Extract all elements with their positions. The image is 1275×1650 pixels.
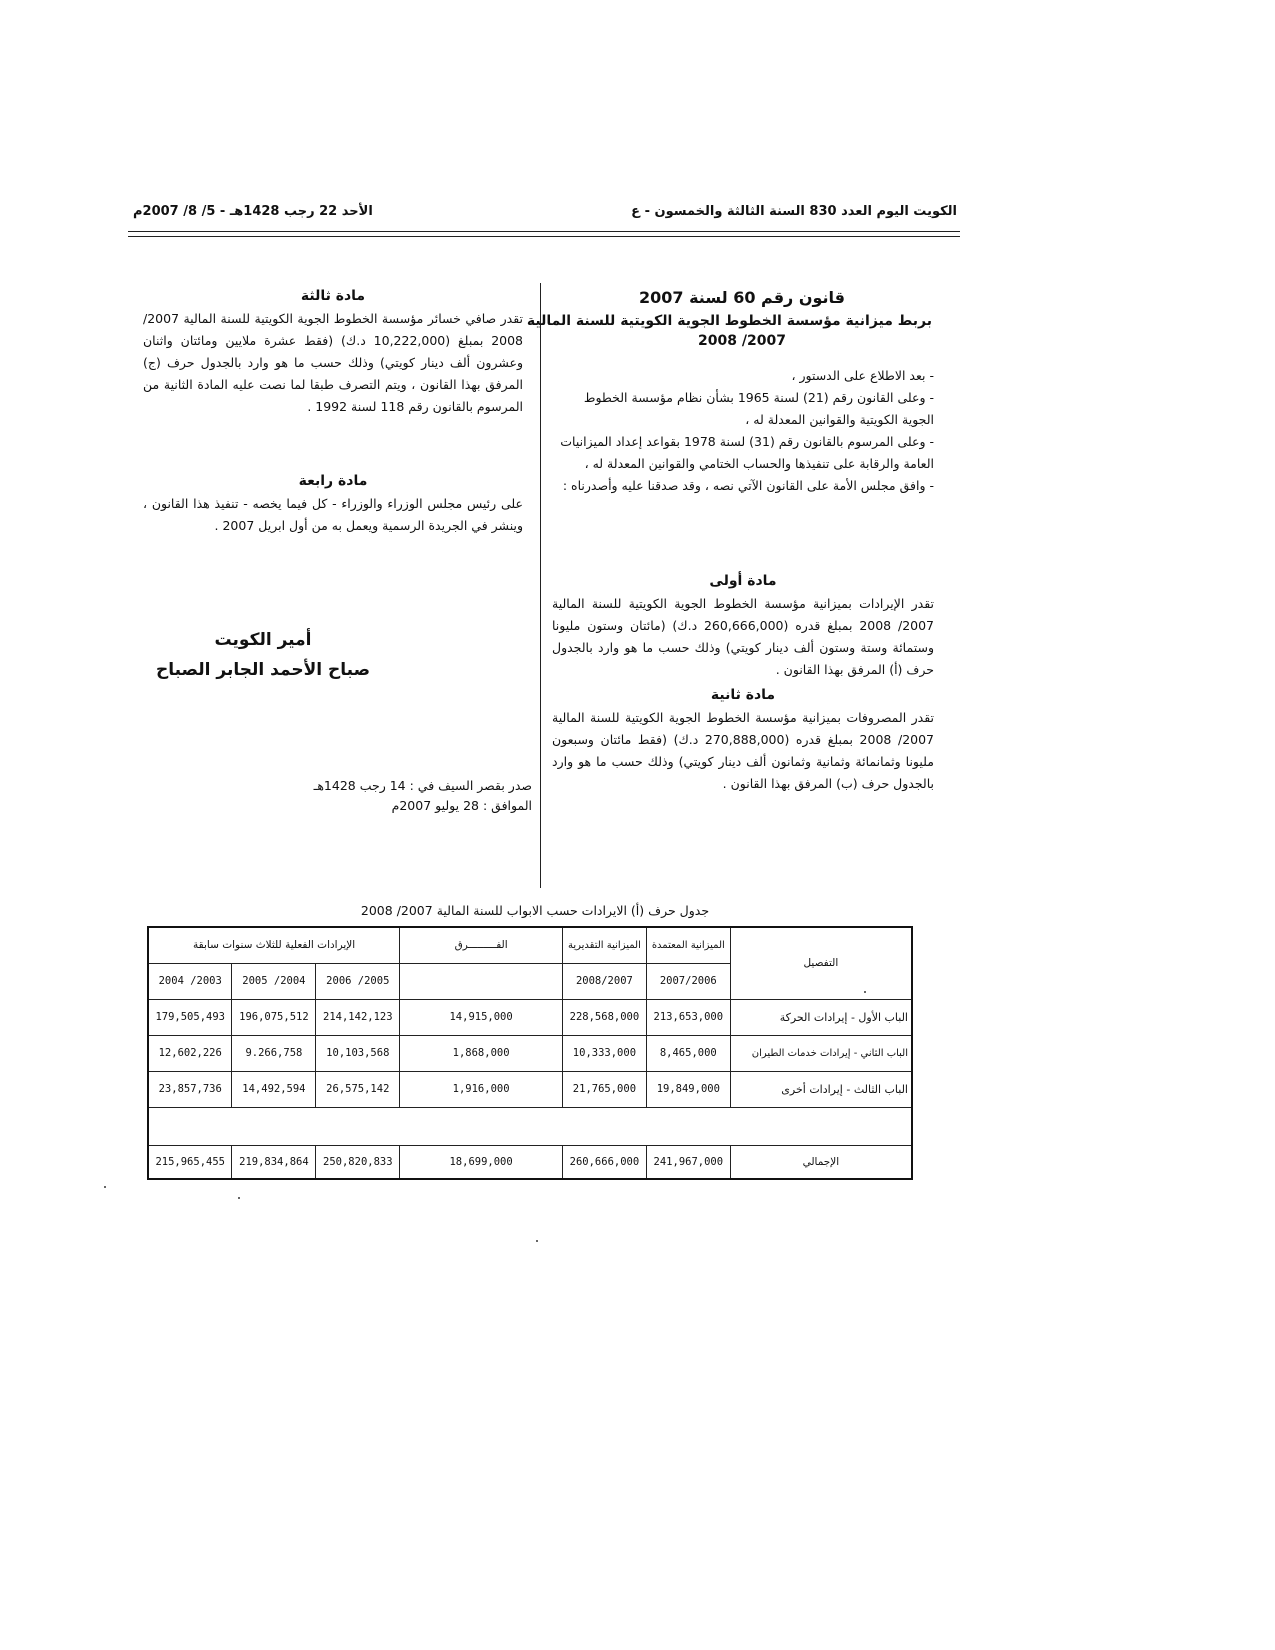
cell-adopted: 241,967,000 — [646, 1145, 730, 1179]
issued-gregorian-date: الموافق : 28 يوليو 2007م — [391, 798, 532, 813]
preamble-item: - وعلى المرسوم بالقانون رقم (31) لسنة 1978 بقواعد إعداد الميزانيات العامة والرقابة على تنفيذها والحساب الختامي والقوانين المعدلة له ، — [560, 434, 934, 471]
signature-title: أمير الكويت — [214, 630, 312, 650]
cell-year-3: 23,857,736 — [148, 1071, 232, 1107]
cell-year-2: 196,075,512 — [232, 999, 316, 1035]
signature-name: صباح الأحمد الجابر الصباح — [155, 660, 371, 680]
article-body: تقدر المصروفات بميزانية مؤسسة الخطوط الجوية الكويتية للسنة المالية 2007/ 2008 بمبلغ قدره (270,888,000 د.ك) (فقط مائتان وسبعون مليونا وثمانمائة وثمانية وثمانون ألف دينار كويتي) وذلك حسب ما هو وارد بالجدول حرف (ب) المرفق بهذا القانون . — [552, 710, 934, 791]
header-year-2: 2005 /2004 — [232, 963, 316, 999]
cell-difference: 18,699,000 — [400, 1145, 563, 1179]
header-rule — [128, 231, 960, 232]
cell-adopted: 19,849,000 — [646, 1071, 730, 1107]
cell-estimated: 10,333,000 — [562, 1035, 646, 1071]
cell-year-1: 26,575,142 — [316, 1071, 400, 1107]
row-label: الباب الأول - إيرادات الحركة — [730, 999, 912, 1035]
header-adopted-year: 2007/2006 — [646, 963, 730, 999]
header-year-1: 2006 /2005 — [316, 963, 400, 999]
scan-speck — [864, 991, 866, 993]
issued-block — [270, 776, 532, 816]
table-caption: جدول حرف (أ) الايرادات حسب الابواب للسنة المالية 2007/ 2008 — [360, 903, 710, 918]
header-actual: الإيرادات الفعلية للثلاث سنوات سابقة — [148, 927, 400, 963]
law-subtitle: بربط ميزانية مؤسسة الخطوط الجوية الكويتية للسنة المالية — [526, 313, 932, 329]
cell-difference: 14,915,000 — [400, 999, 563, 1035]
row-label: الباب الثاني - إيرادات خدمات الطيران — [730, 1035, 912, 1071]
column-divider — [540, 283, 541, 888]
article-first — [552, 573, 934, 681]
cell-difference: 1,916,000 — [400, 1071, 563, 1107]
header-adopted: الميزانية المعتمدة — [646, 927, 730, 963]
header-estimated-year: 2008/2007 — [562, 963, 646, 999]
cell-difference: 1,868,000 — [400, 1035, 563, 1071]
header-date: الأحد 22 رجب 1428هـ - 5/ 8/ 2007م — [133, 204, 373, 219]
cell-adopted: 213,653,000 — [646, 999, 730, 1035]
cell-year-3: 215,965,455 — [148, 1145, 232, 1179]
table-row — [148, 999, 912, 1035]
header-difference: الفـــــــــرق — [400, 927, 563, 963]
scan-speck — [104, 1186, 106, 1188]
preamble-item: - بعد الاطلاع على الدستور ، — [791, 368, 934, 383]
cell-estimated: 260,666,000 — [562, 1145, 646, 1179]
law-preamble — [552, 365, 934, 497]
article-body: تقدر صافي خسائر مؤسسة الخطوط الجوية الكويتية للسنة المالية 2007/ 2008 بمبلغ (10,222,000 د.ك) (فقط عشرة ملايين ومائتان واثنان وعشرون ألف دينار كويتي) وذلك حسب ما هو وارد بالجدول حرف (ج) المرفق بهذا القانون ، ويتم التصرف طبقا لما نصت عليه المادة الثانية من المرسوم بالقانون رقم 118 لسنة 1992 . — [143, 311, 524, 414]
row-label-total: الإجمالي — [730, 1145, 912, 1179]
header-year-3: 2004 /2003 — [148, 963, 232, 999]
signature-block — [143, 630, 383, 680]
issued-place-date: صدر بقصر السيف في : 14 رجب 1428هـ — [313, 778, 532, 793]
preamble-item: - وافق مجلس الأمة على القانون الآتي نصه ، وقد صدقنا عليه وأصدرناه : — [562, 478, 934, 493]
law-title: قانون رقم 60 لسنة 2007 — [638, 288, 846, 307]
article-third — [143, 288, 523, 418]
article-heading: مادة ثالثة — [300, 288, 366, 304]
cell-year-1: 250,820,833 — [316, 1145, 400, 1179]
header-difference-blank — [400, 963, 563, 999]
scan-speck — [238, 1197, 240, 1199]
table-row-empty — [148, 1107, 912, 1145]
header-publication: الكويت اليوم العدد 830 السنة الثالثة والخمسون - ع — [631, 204, 957, 219]
article-body: تقدر الإيرادات بميزانية مؤسسة الخطوط الجوية الكويتية للسنة المالية 2007/ 2008 بمبلغ قدره (260,666,000 د.ك) (مائتان وستون مليونا وستمائة وستة وستون ألف دينار كويتي) وذلك حسب ما هو وارد بالجدول حرف (أ) المرفق بهذا القانون . — [552, 596, 934, 677]
header-estimated: الميزانية التقديرية — [562, 927, 646, 963]
cell-year-2: 9.266,758 — [232, 1035, 316, 1071]
table-row — [148, 1071, 912, 1107]
cell-year-3: 179,505,493 — [148, 999, 232, 1035]
article-heading: مادة أولى — [709, 573, 777, 589]
cell-year-1: 10,103,568 — [316, 1035, 400, 1071]
article-fourth — [143, 473, 523, 537]
cell-year-2: 219,834,864 — [232, 1145, 316, 1179]
cell-year-3: 12,602,226 — [148, 1035, 232, 1071]
article-heading: مادة رابعة — [298, 473, 368, 489]
article-heading: مادة ثانية — [710, 687, 776, 703]
article-second — [552, 687, 934, 795]
header-detail: التفصيل — [730, 927, 912, 999]
table-row — [148, 1035, 912, 1071]
cell-year-1: 214,142,123 — [316, 999, 400, 1035]
cell-year-2: 14,492,594 — [232, 1071, 316, 1107]
cell-estimated: 21,765,000 — [562, 1071, 646, 1107]
article-body: على رئيس مجلس الوزراء والوزراء - كل فيما يخصه - تنفيذ هذا القانون ، وينشر في الجريدة الرسمية ويعمل به من أول ابريل 2007 . — [143, 496, 523, 533]
law-heading — [526, 288, 932, 349]
revenue-table — [147, 926, 913, 1180]
table-row-total — [148, 1145, 912, 1179]
row-label: الباب الثالث - إيرادات أخرى — [730, 1071, 912, 1107]
scan-speck — [536, 1240, 538, 1242]
cell-adopted: 8,465,000 — [646, 1035, 730, 1071]
preamble-item: - وعلى القانون رقم (21) لسنة 1965 بشأن نظام مؤسسة الخطوط الجوية الكويتية والقوانين المعدلة له ، — [583, 390, 934, 427]
cell-estimated: 228,568,000 — [562, 999, 646, 1035]
law-year: 2008 /2007 — [698, 333, 786, 349]
header-rule-thin — [128, 236, 960, 237]
